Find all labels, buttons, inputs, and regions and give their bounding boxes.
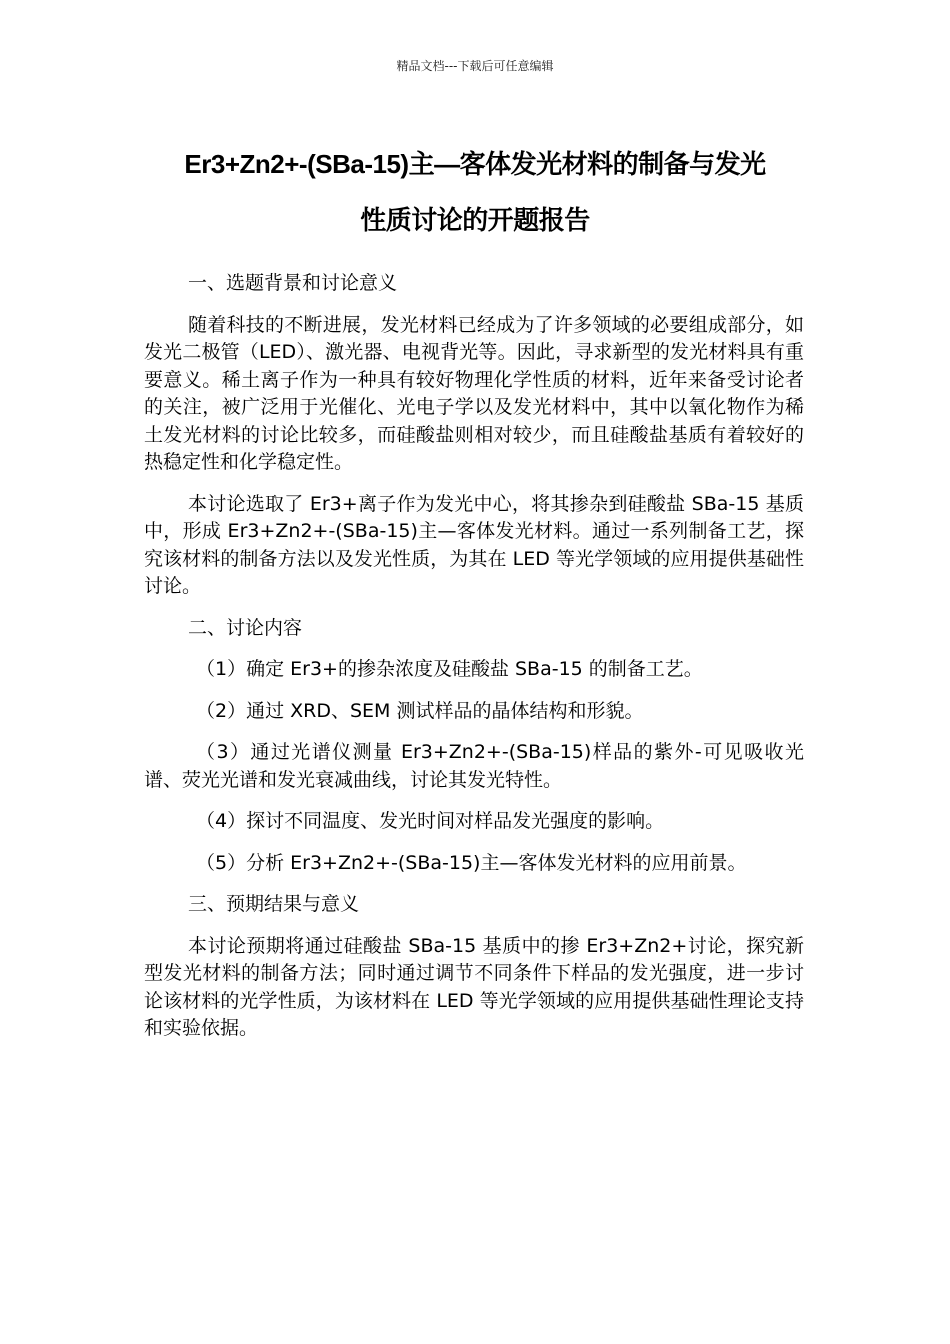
title-line-2: 性质讨论的开题报告 bbox=[360, 205, 590, 235]
title-line-1: Er3+Zn2+-(SBa-15)主—客体发光材料的制备与发光 bbox=[184, 149, 766, 179]
document-body bbox=[144, 270, 804, 1057]
section-heading-1: 一、选题背景和讨论意义 bbox=[188, 272, 398, 294]
paragraph: 随着科技的不断进展，发光材料已经成为了许多领域的必要组成部分，如发光二极管（LED）、激光器、电视背光等。因此，寻求新型的发光材料具有重要意义。稀土离子作为一种具有较好物理化学性质的材料，近年来备受讨论者的关注，被广泛用于光催化、光电子学以及发光材料中，其中以氧化物作为稀土发光材料的讨论比较多，而硅酸盐则相对较少，而且硅酸盐基质有着较好的热稳定性和化学稳定性。 bbox=[144, 313, 804, 473]
list-item: （5）分析 Er3+Zn2+-(SBa-15)主—客体发光材料的应用前景。 bbox=[196, 851, 747, 874]
section-heading-3: 三、预期结果与意义 bbox=[188, 893, 360, 915]
document-title bbox=[100, 136, 850, 248]
paragraph: 本讨论选取了 Er3+离子作为发光中心，将其掺杂到硅酸盐 SBa-15 基质中，形成 Er3+Zn2+-(SBa-15)主—客体发光材料。通过一系列制备工艺，探究该材料的制备方法以及发光性质，为其在 LED 等光学领域的应用提供基础性讨论。 bbox=[144, 492, 804, 597]
paragraph: 本讨论预期将通过硅酸盐 SBa-15 基质中的掺 Er3+Zn2+讨论，探究新型发光材料的制备方法；同时通过调节不同条件下样品的发光强度，进一步讨论该材料的光学性质，为该材料在 LED 等光学领域的应用提供基础性理论支持和实验依据。 bbox=[144, 934, 804, 1039]
list-item: （4）探讨不同温度、发光时间对样品发光强度的影响。 bbox=[196, 810, 665, 832]
section-heading-2: 二、讨论内容 bbox=[188, 616, 303, 639]
header-note: 精品文档---下载后可任意编辑 bbox=[396, 59, 554, 73]
list-item: （2）通过 XRD、SEM 测试样品的晶体结构和形貌。 bbox=[196, 699, 644, 722]
list-item: （1）确定 Er3+的掺杂浓度及硅酸盐 SBa-15 的制备工艺。 bbox=[196, 658, 703, 680]
list-item: （3）通过光谱仪测量 Er3+Zn2+-(SBa-15)样品的紫外-可见吸收光谱、荧光光谱和发光衰减曲线，讨论其发光特性。 bbox=[144, 741, 804, 791]
